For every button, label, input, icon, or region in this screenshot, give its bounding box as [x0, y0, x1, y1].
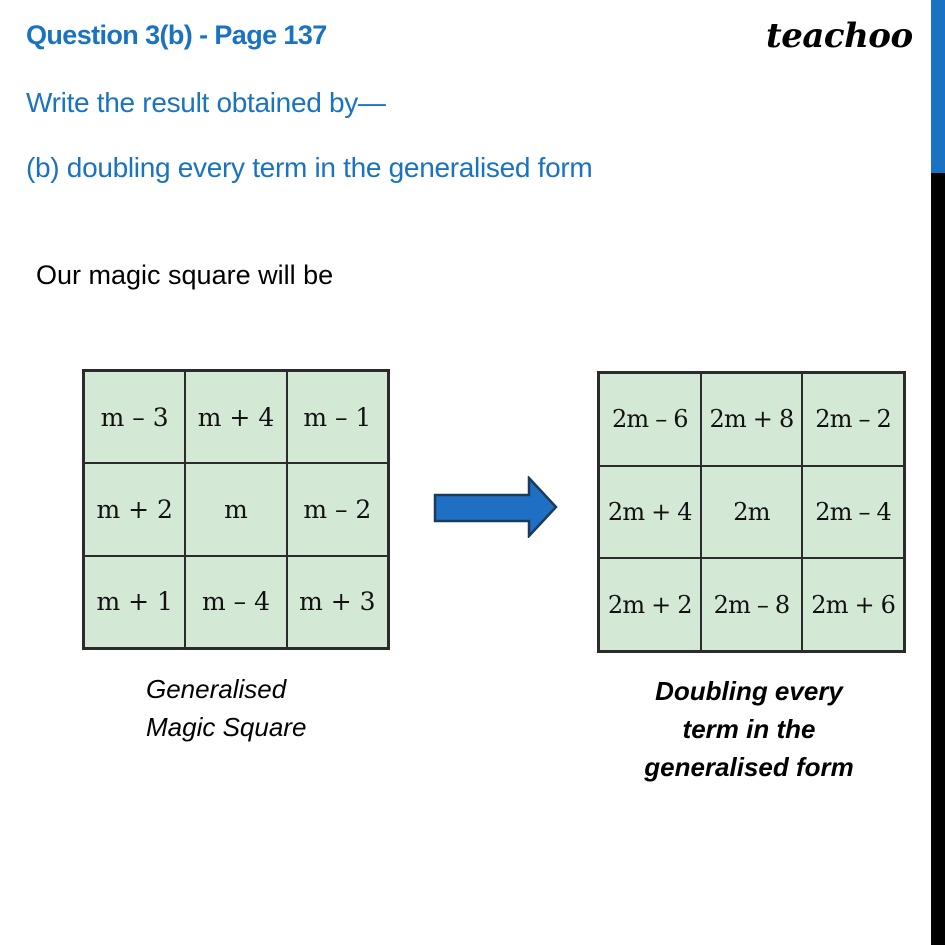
- square-cell: m: [185, 463, 286, 555]
- square-cell: m – 1: [287, 371, 388, 463]
- caption-line: generalised form: [644, 752, 854, 782]
- square-cell: 2m + 6: [802, 558, 904, 651]
- question-line-1: Write the result obtained by—: [26, 87, 386, 118]
- generalised-magic-square: [82, 369, 390, 650]
- caption-line: Generalised: [146, 674, 287, 704]
- caption-line: Doubling every: [655, 676, 843, 706]
- right-arrow-icon: [433, 476, 559, 543]
- square-cell: 2m: [701, 466, 803, 559]
- square-cell: m – 2: [287, 463, 388, 555]
- generalised-square-caption: [146, 670, 306, 746]
- doubled-magic-square: [597, 371, 906, 653]
- caption-line: Magic Square: [146, 712, 307, 742]
- square-cell: 2m – 4: [802, 466, 904, 559]
- square-cell: 2m + 8: [701, 373, 803, 466]
- square-cell: 2m + 2: [599, 558, 701, 651]
- square-cell: m – 3: [84, 371, 185, 463]
- square-cell: 2m – 6: [599, 373, 701, 466]
- square-cell: m + 3: [287, 556, 388, 648]
- caption-line: term in the: [682, 714, 816, 744]
- side-bar-accent: [931, 0, 945, 173]
- intro-text: Our magic square will be: [36, 260, 334, 290]
- question-title: Question 3(b) - Page 137: [26, 20, 327, 50]
- square-cell: m + 2: [84, 463, 185, 555]
- square-cell: 2m – 8: [701, 558, 803, 651]
- square-cell: m + 4: [185, 371, 286, 463]
- square-cell: 2m + 4: [599, 466, 701, 559]
- question-line-2: (b) doubling every term in the generalised form: [26, 152, 593, 183]
- teachoo-logo: teachoo: [766, 16, 913, 56]
- square-cell: m – 4: [185, 556, 286, 648]
- square-cell: 2m – 2: [802, 373, 904, 466]
- doubled-square-caption: [620, 672, 878, 786]
- square-cell: m + 1: [84, 556, 185, 648]
- side-bar: [931, 173, 945, 945]
